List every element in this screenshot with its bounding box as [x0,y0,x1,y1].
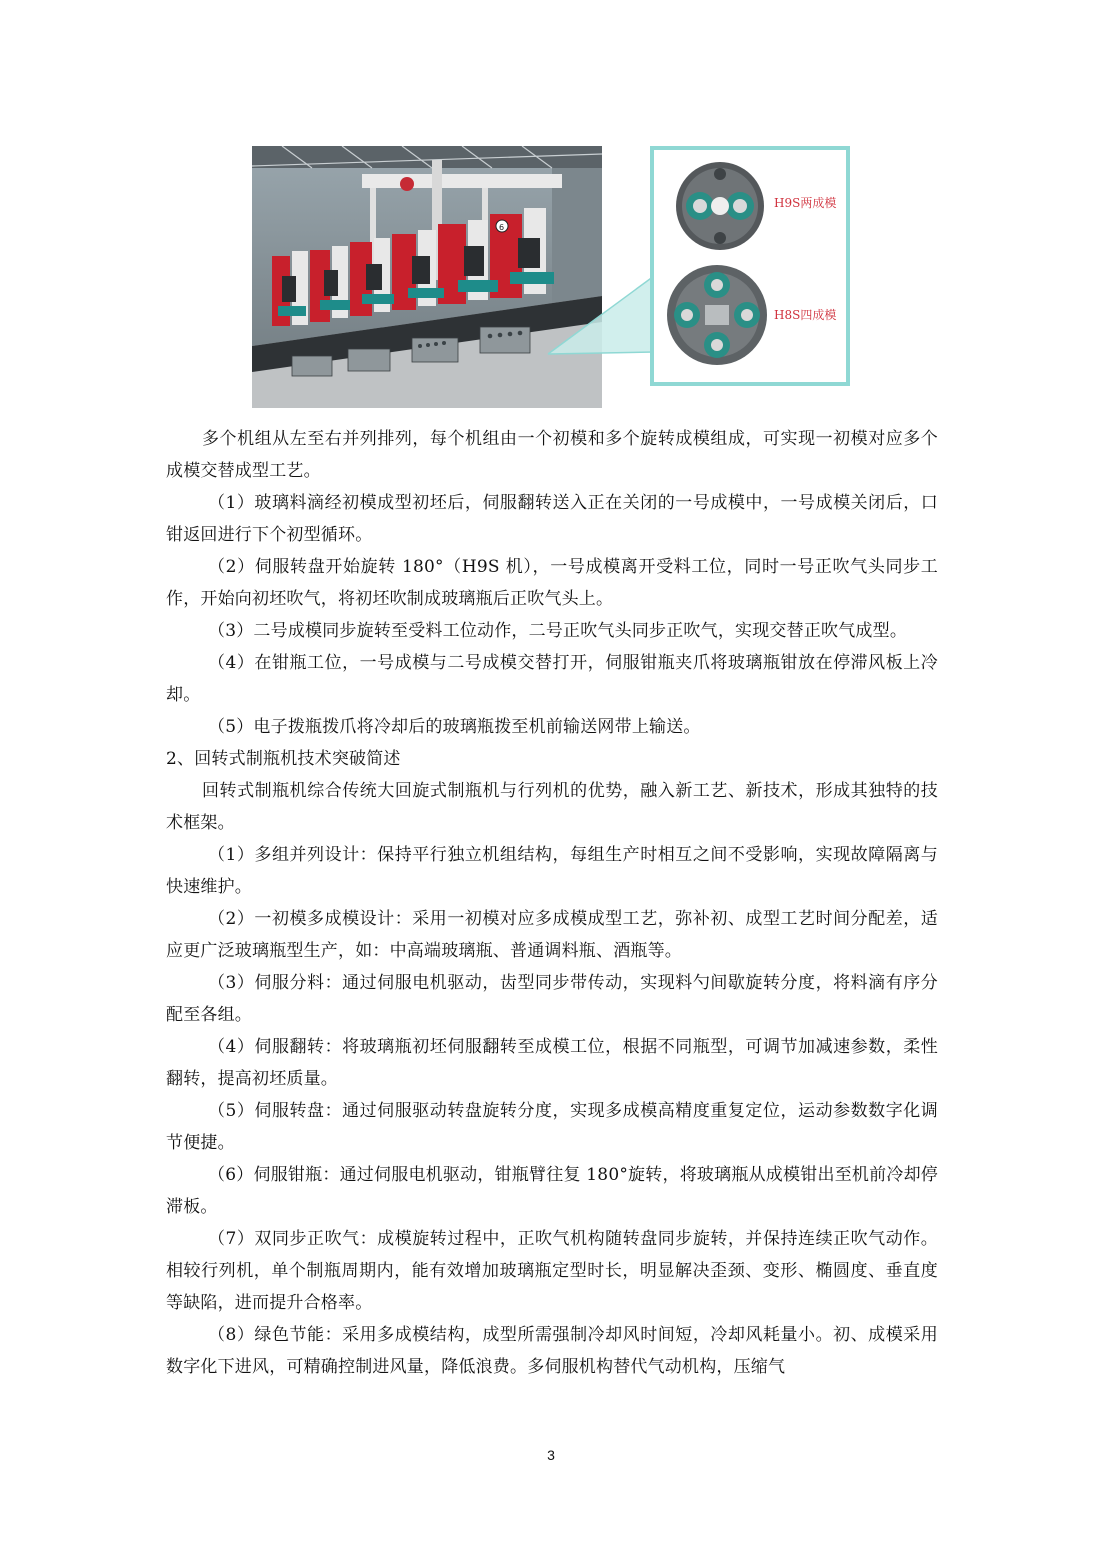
h8s-label: H8S四成模 [774,308,837,322]
page-number: 3 [547,1447,555,1463]
four-mold-diagram [662,260,772,370]
section-heading: 2、回转式制瓶机技术突破简述 [166,749,401,769]
paragraph: （7）双同步正吹气：成模旋转过程中，正吹气机构随转盘同步旋转，并保持连续正吹气动作。相较行列机，单个制瓶周期内，能有效增加玻璃瓶定型时长，明显解决歪颈、变形、椭圆度、垂直度等缺陷，进而提升合格率。 [166,1229,938,1313]
paragraph: （4）伺服翻转：将玻璃瓶初坯伺服翻转至成模工位，根据不同瓶型，可调节加减速参数，柔性翻转，提高初坯质量。 [166,1037,938,1089]
body-text [166,423,938,1383]
paragraph: 回转式制瓶机综合传统大回旋式制瓶机与行列机的优势，融入新工艺、新技术，形成其独特的技术框架。 [166,781,938,833]
paragraph: （1）玻璃料滴经初模成型初坯后，伺服翻转送入正在关闭的一号成模中，一号成模关闭后，口钳返回进行下个初型循环。 [166,493,938,545]
paragraph: （3）伺服分料：通过伺服电机驱动，齿型同步带传动，实现料勺间歇旋转分度，将料滴有序分配至各组。 [166,973,938,1025]
paragraph: （5）电子拨瓶拨爪将冷却后的玻璃瓶拨至机前输送网带上输送。 [208,717,701,737]
mold-inset [650,146,850,386]
paragraph: （5）伺服转盘：通过伺服驱动转盘旋转分度，实现多成模高精度重复定位，运动参数数字化调节便捷。 [166,1101,938,1153]
paragraph: （6）伺服钳瓶：通过伺服电机驱动，钳瓶臂往复 180°旋转，将玻璃瓶从成模钳出至机前冷却停滞板。 [166,1165,938,1217]
paragraph: （8）绿色节能：采用多成模结构，成型所需强制冷却风时间短，冷却风耗量小。初、成模采用数字化下进风，可精确控制进风量，降低浪费。多伺服机构替代气动机构，压缩气 [166,1325,938,1377]
svg-text:6: 6 [499,223,505,232]
paragraph: （3）二号成模同步旋转至受料工位动作，二号正吹气头同步正吹气，实现交替正吹气成型。 [208,621,908,641]
paragraph: （1）多组并列设计：保持平行独立机组结构，每组生产时相互之间不受影响，实现故障隔离与快速维护。 [166,845,938,897]
machine-figure [252,146,848,410]
h9s-label: H9S两成模 [774,196,837,210]
paragraph: 多个机组从左至右并列排列，每个机组由一个初模和多个旋转成模组成，可实现一初模对应多个成模交替成型工艺。 [166,429,938,481]
paragraph: （2）一初模多成模设计：采用一初模对应多成模成型工艺，弥补初、成型工艺时间分配差，适应更广泛玻璃瓶型生产，如：中高端玻璃瓶、普通调料瓶、酒瓶等。 [166,909,938,961]
two-mold-diagram [670,156,770,256]
machine-photo [252,146,602,408]
paragraph: （4）在钳瓶工位，一号成模与二号成模交替打开，伺服钳瓶夹爪将玻璃瓶钳放在停滞风板上冷却。 [166,653,938,705]
paragraph: （2）伺服转盘开始旋转 180°（H9S 机），一号成模离开受料工位，同时一号正吹气头同步工作，开始向初坯吹气，将初坯吹制成玻璃瓶后正吹气头上。 [166,557,938,609]
